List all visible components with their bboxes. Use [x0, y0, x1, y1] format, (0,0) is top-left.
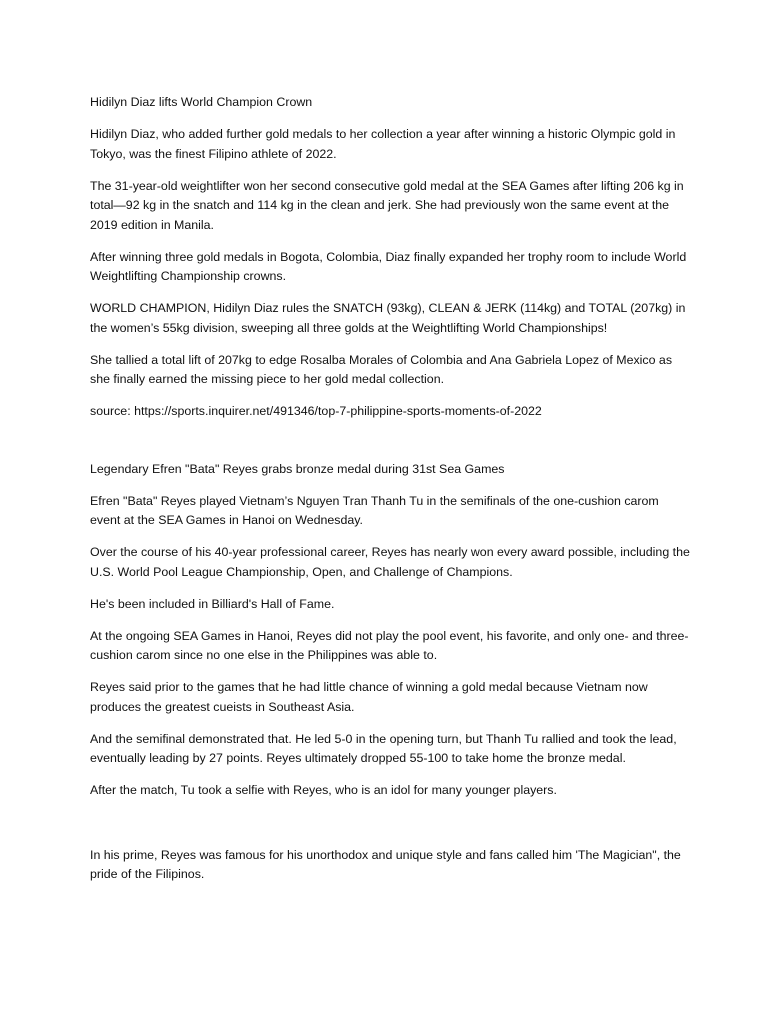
article2-closing: In his prime, Reyes was famous for his unorthodox and unique style and fans called him 'The Magician", the pride of the Filipinos.: [90, 847, 681, 881]
article1-title: Hidilyn Diaz lifts World Champion Crown: [90, 95, 313, 109]
article2-paragraph: At the ongoing SEA Games in Hanoi, Reyes did not play the pool event, his favorite, and only one- and three-cushion carom since no one else in the Philippines was able to.: [90, 628, 689, 662]
article2-paragraph: Reyes said prior to the games that he had little chance of winning a gold medal because Vietnam now produces the greatest cueists in Southeast Asia.: [90, 680, 648, 714]
article2-title: Legendary Efren "Bata" Reyes grabs bronze medal during 31st Sea Games: [90, 461, 505, 476]
article2-paragraph: After the match, Tu took a selfie with Reyes, who is an idol for many younger players.: [90, 783, 557, 797]
document-page: [90, 93, 690, 897]
article2-paragraph: And the semifinal demonstrated that. He led 5-0 in the opening turn, but Thanh Tu rallied and took the lead, eventually leading by 27 points. Reyes ultimately dropped 55-100 to take home the bronze medal.: [90, 731, 677, 765]
article1-paragraph: She tallied a total lift of 207kg to edge Rosalba Morales of Colombia and Ana Gabriela Lopez of Mexico as she finally earned the missing piece to her gold medal collection.: [90, 352, 673, 386]
article1-paragraph: WORLD CHAMPION, Hidilyn Diaz rules the SNATCH (93kg), CLEAN & JERK (114kg) and TOTAL (207kg) in the women’s 55kg division, sweeping all three golds at the Weightlifting World Championships!: [90, 301, 686, 335]
article2-paragraph: Over the course of his 40-year professional career, Reyes has nearly won every award possible, including the U.S. World Pool League Championship, Open, and Challenge of Champions.: [90, 545, 690, 579]
article1-paragraph: After winning three gold medals in Bogota, Colombia, Diaz finally expanded her trophy room to include World Weightlifting Championship crowns.: [90, 249, 687, 283]
article1-source: source: https://sports.inquirer.net/491346/top-7-philippine-sports-moments-of-2022: [90, 404, 542, 418]
article1-paragraph: The 31-year-old weightlifter won her second consecutive gold medal at the SEA Games after lifting 206 kg in total—92 kg in the snatch and 114 kg in the clean and jerk. She had previously won the same event at the 2019 edition in Manila.: [90, 178, 684, 232]
article2-paragraph: He's been included in Billiard's Hall of Fame.: [90, 596, 335, 611]
article1-paragraph: Hidilyn Diaz, who added further gold medals to her collection a year after winning a historic Olympic gold in Tokyo, was the finest Filipino athlete of 2022.: [90, 127, 676, 161]
article2-paragraph: Efren "Bata" Reyes played Vietnam’s Nguyen Tran Thanh Tu in the semifinals of the one-cushion carom event at the SEA Games in Hanoi on Wednesday.: [90, 493, 659, 527]
